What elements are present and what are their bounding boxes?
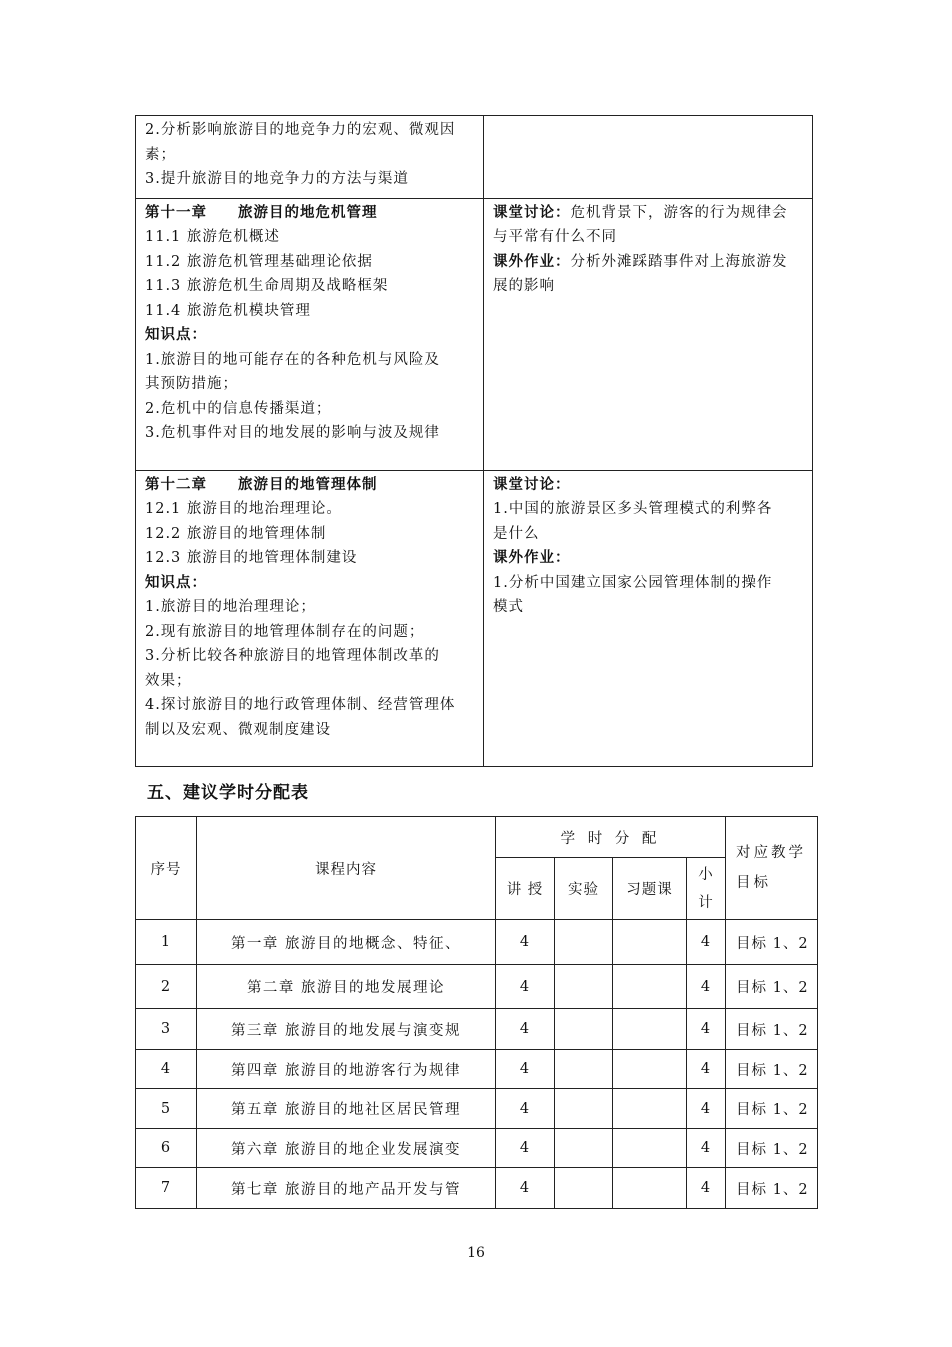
syllabus-activity-cell: [484, 470, 813, 766]
chapter-item: 11.3 旅游危机生命周期及战略框架: [145, 278, 389, 294]
discussion-label: 课堂讨论：: [493, 203, 571, 221]
row-subtotal: 4: [687, 1129, 726, 1168]
header-target: 对应教学 目标: [726, 817, 818, 920]
syllabus-row: [136, 470, 813, 766]
row-no: 3: [136, 1009, 197, 1050]
row-content: 第五章 旅游目的地社区居民管理: [197, 1089, 496, 1129]
knowledge-point: 3.危机事件对目的地发展的影响与波及规律: [145, 425, 440, 441]
row-lab: [555, 1168, 613, 1209]
hours-table: [135, 816, 818, 1209]
table-row: [136, 1050, 818, 1089]
text-line: 3.提升旅游目的地竞争力的方法与渠道: [145, 171, 409, 187]
header-exercise: 习题课: [613, 858, 687, 920]
row-subtotal: 4: [687, 1009, 726, 1050]
row-content: 第三章 旅游目的地发展与演变规: [197, 1009, 496, 1050]
section-title: 五、建议学时分配表: [147, 783, 309, 803]
chapter-item: 12.3 旅游目的地管理体制建设: [145, 550, 358, 566]
row-exercise: [613, 1129, 687, 1168]
row-exercise: [613, 1089, 687, 1129]
row-lecture: 4: [496, 1168, 555, 1209]
row-no: 7: [136, 1168, 197, 1209]
knowledge-label: 知识点：: [145, 573, 207, 591]
table-row: [136, 920, 818, 965]
text-line: 2.分析影响旅游目的地竞争力的宏观、微观因: [145, 122, 456, 138]
row-no: 4: [136, 1050, 197, 1089]
row-target: 目标 1、2: [726, 965, 818, 1009]
row-no: 2: [136, 965, 197, 1009]
chapter-item: 11.1 旅游危机概述: [145, 229, 280, 245]
knowledge-point: 3.分析比较各种旅游目的地管理体制改革的: [145, 648, 440, 664]
table-row: [136, 1168, 818, 1209]
row-lecture: 4: [496, 920, 555, 965]
table-row: [136, 965, 818, 1009]
row-exercise: [613, 965, 687, 1009]
table-row: [136, 1009, 818, 1050]
row-lecture: 4: [496, 965, 555, 1009]
page-number: 16: [467, 1245, 485, 1261]
row-content: 第四章 旅游目的地游客行为规律: [197, 1050, 496, 1089]
header-no: 序号: [136, 817, 197, 920]
text-line: 素；: [145, 146, 176, 163]
chapter-title: 第十二章 旅游目的地管理体制: [145, 475, 378, 493]
row-lab: [555, 1089, 613, 1129]
discussion-text: 是什么: [493, 525, 540, 542]
row-content: 第一章 旅游目的地概念、特征、: [197, 920, 496, 965]
knowledge-point: 其预防措施；: [145, 376, 238, 392]
row-target: 目标 1、2: [726, 1089, 818, 1129]
knowledge-point: 4.探讨旅游目的地行政管理体制、经营管理体: [145, 697, 456, 713]
chapter-title: 第十一章 旅游目的地危机管理: [145, 203, 378, 221]
header-row: [136, 817, 818, 858]
syllabus-content-cell: [136, 470, 484, 766]
chapter-item: 11.2 旅游危机管理基础理论依据: [145, 253, 373, 270]
table-row: [136, 1089, 818, 1129]
row-subtotal: 4: [687, 1089, 726, 1129]
header-subtotal: 小 计: [687, 858, 726, 920]
knowledge-point: 制以及宏观、微观制度建设: [145, 721, 331, 738]
syllabus-activity-cell: [484, 198, 813, 470]
syllabus-content-cell: [136, 198, 484, 470]
row-subtotal: 4: [687, 920, 726, 965]
homework-text: 1.分析中国建立国家公园管理体制的操作: [493, 574, 773, 591]
row-lecture: 4: [496, 1009, 555, 1050]
row-lab: [555, 1129, 613, 1168]
homework-text: 模式: [493, 599, 524, 615]
row-exercise: [613, 920, 687, 965]
syllabus-table: [135, 115, 813, 767]
row-target: 目标 1、2: [726, 1009, 818, 1050]
knowledge-point: 2.危机中的信息传播渠道；: [145, 400, 332, 417]
header-distribution: 学 时 分 配: [496, 817, 726, 858]
row-lecture: 4: [496, 1050, 555, 1089]
row-no: 5: [136, 1089, 197, 1129]
row-lab: [555, 965, 613, 1009]
header-lab: 实验: [555, 858, 613, 920]
syllabus-content-cell: [136, 116, 484, 199]
row-subtotal: 4: [687, 965, 726, 1009]
row-subtotal: 4: [687, 1050, 726, 1089]
discussion-label: 课堂讨论：: [493, 475, 571, 493]
row-lecture: 4: [496, 1089, 555, 1129]
row-no: 1: [136, 920, 197, 965]
knowledge-point: 效果；: [145, 672, 192, 689]
homework-label: 课外作业：: [493, 549, 571, 566]
header-content: 课程内容: [197, 817, 496, 920]
row-exercise: [613, 1168, 687, 1209]
row-target: 目标 1、2: [726, 1129, 818, 1168]
homework-text: 展的影响: [493, 278, 555, 294]
syllabus-row: [136, 116, 813, 199]
homework-text: 分析外滩踩踏事件对上海旅游发: [570, 253, 788, 270]
table-row: [136, 1129, 818, 1168]
row-no: 6: [136, 1129, 197, 1168]
knowledge-point: 1.旅游目的地可能存在的各种危机与风险及: [145, 351, 440, 368]
chapter-item: 12.2 旅游目的地管理体制: [145, 525, 327, 542]
row-exercise: [613, 1009, 687, 1050]
row-lab: [555, 920, 613, 965]
knowledge-label: 知识点：: [145, 326, 207, 343]
row-content: 第六章 旅游目的地企业发展演变: [197, 1129, 496, 1168]
row-subtotal: 4: [687, 1168, 726, 1209]
syllabus-activity-cell: [484, 116, 813, 199]
row-lecture: 4: [496, 1129, 555, 1168]
discussion-text: 危机背景下，游客的行为规律会: [570, 204, 788, 221]
row-exercise: [613, 1050, 687, 1089]
chapter-item: 11.4 旅游危机模块管理: [145, 302, 311, 319]
row-target: 目标 1、2: [726, 920, 818, 965]
row-lab: [555, 1009, 613, 1050]
row-target: 目标 1、2: [726, 1050, 818, 1089]
knowledge-point: 1.旅游目的地治理理论；: [145, 599, 316, 615]
discussion-text: 1.中国的旅游景区多头管理模式的利弊各: [493, 501, 773, 517]
syllabus-row: [136, 198, 813, 470]
homework-label: 课外作业：: [493, 252, 571, 270]
discussion-text: 与平常有什么不同: [493, 229, 617, 245]
row-target: 目标 1、2: [726, 1168, 818, 1209]
knowledge-point: 2.现有旅游目的地管理体制存在的问题；: [145, 623, 425, 640]
row-content: 第二章 旅游目的地发展理论: [197, 965, 496, 1009]
row-content: 第七章 旅游目的地产品开发与管: [197, 1168, 496, 1209]
header-lecture: 讲 授: [496, 858, 555, 920]
row-lab: [555, 1050, 613, 1089]
chapter-item: 12.1 旅游目的地治理理论。: [145, 501, 342, 517]
